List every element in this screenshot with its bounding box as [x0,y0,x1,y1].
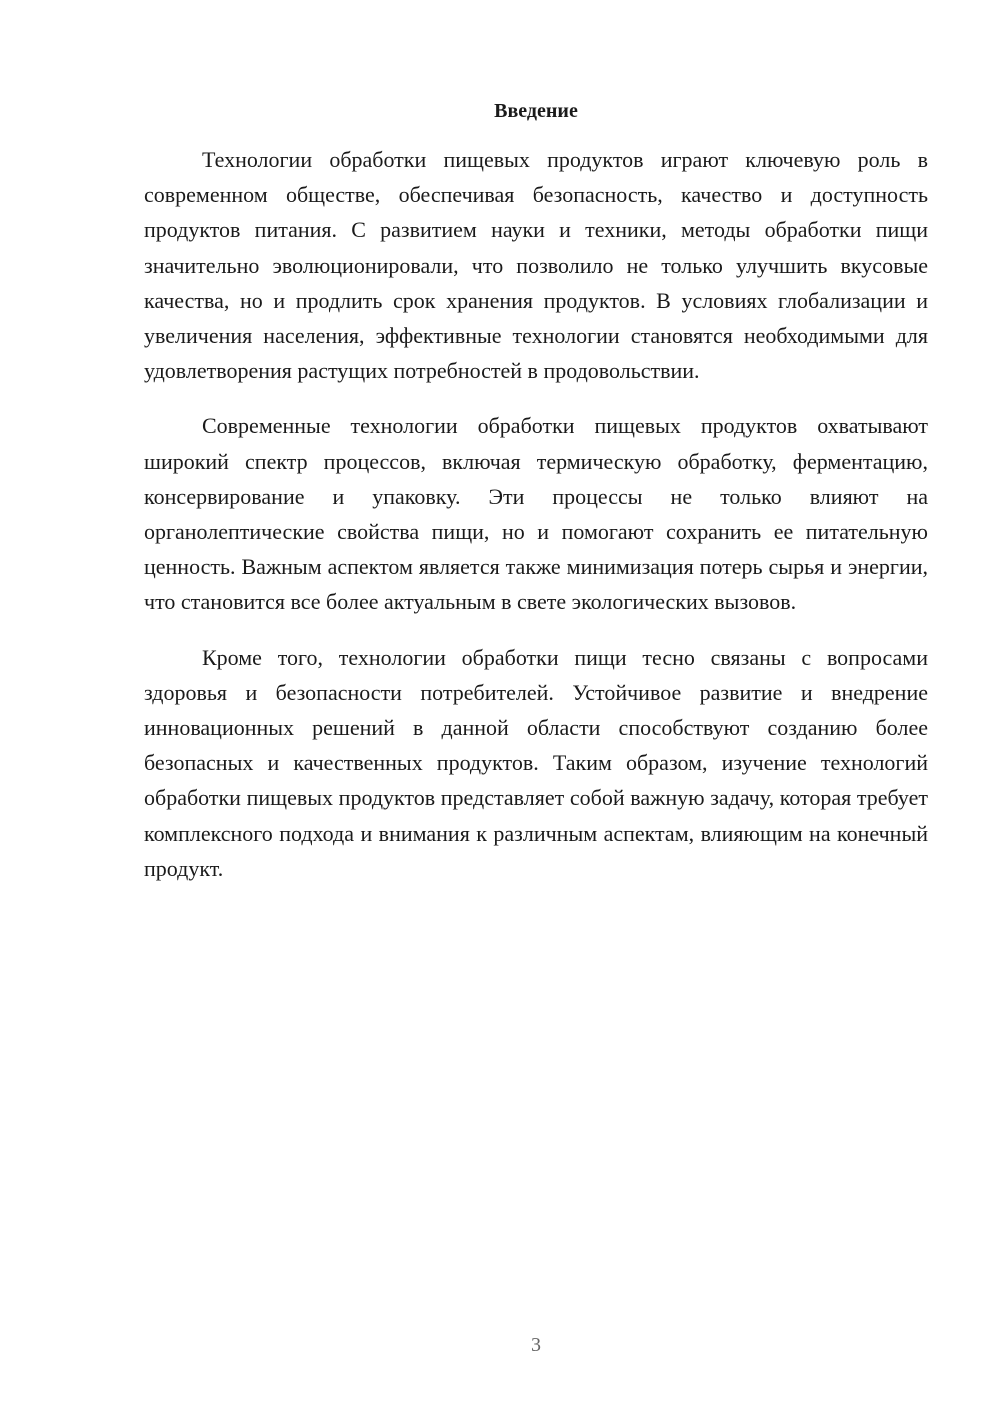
paragraph-2: Современные технологии обработки пищевых продуктов охватывают широкий спектр процессов, включая термическую обработку, ферментацию, консервирование и упаковку. Эти процессы не только влияют на органолептические свойства пищи, но и помогают сохранить ее питательную ценность. Важным аспектом является также минимизация потерь сырья и энергии, что становится все более актуальным в свете экологических вызовов. [144,413,928,615]
paragraph-3: Кроме того, технологии обработки пищи тесно связаны с вопросами здоровья и безопасности потребителей. Устойчивое развитие и внедрение инновационных решений в данной области способствуют созданию более безопасных и качественных продуктов. Таким образом, изучение технологий обработки пищевых продуктов представляет собой важную задачу, которая требует комплексного подхода и внимания к различным аспектам, влияющим на конечный продукт. [144,644,928,881]
paragraph-1: Технологии обработки пищевых продуктов играют ключевую роль в современном обществе, обеспечивая безопасность, качество и доступность продуктов питания. С развитием науки и техники, методы обработки пищи значительно эволюционировали, что позволило не только улучшить вкусовые качества, но и продлить срок хранения продуктов. В условиях глобализации и увеличения населения, эффективные технологии становятся необходимыми для удовлетворения растущих потребностей в продовольствии. [144,147,928,384]
body-text [144,142,928,906]
page-number: 3 [531,1334,541,1356]
section-title: Введение [494,100,578,122]
